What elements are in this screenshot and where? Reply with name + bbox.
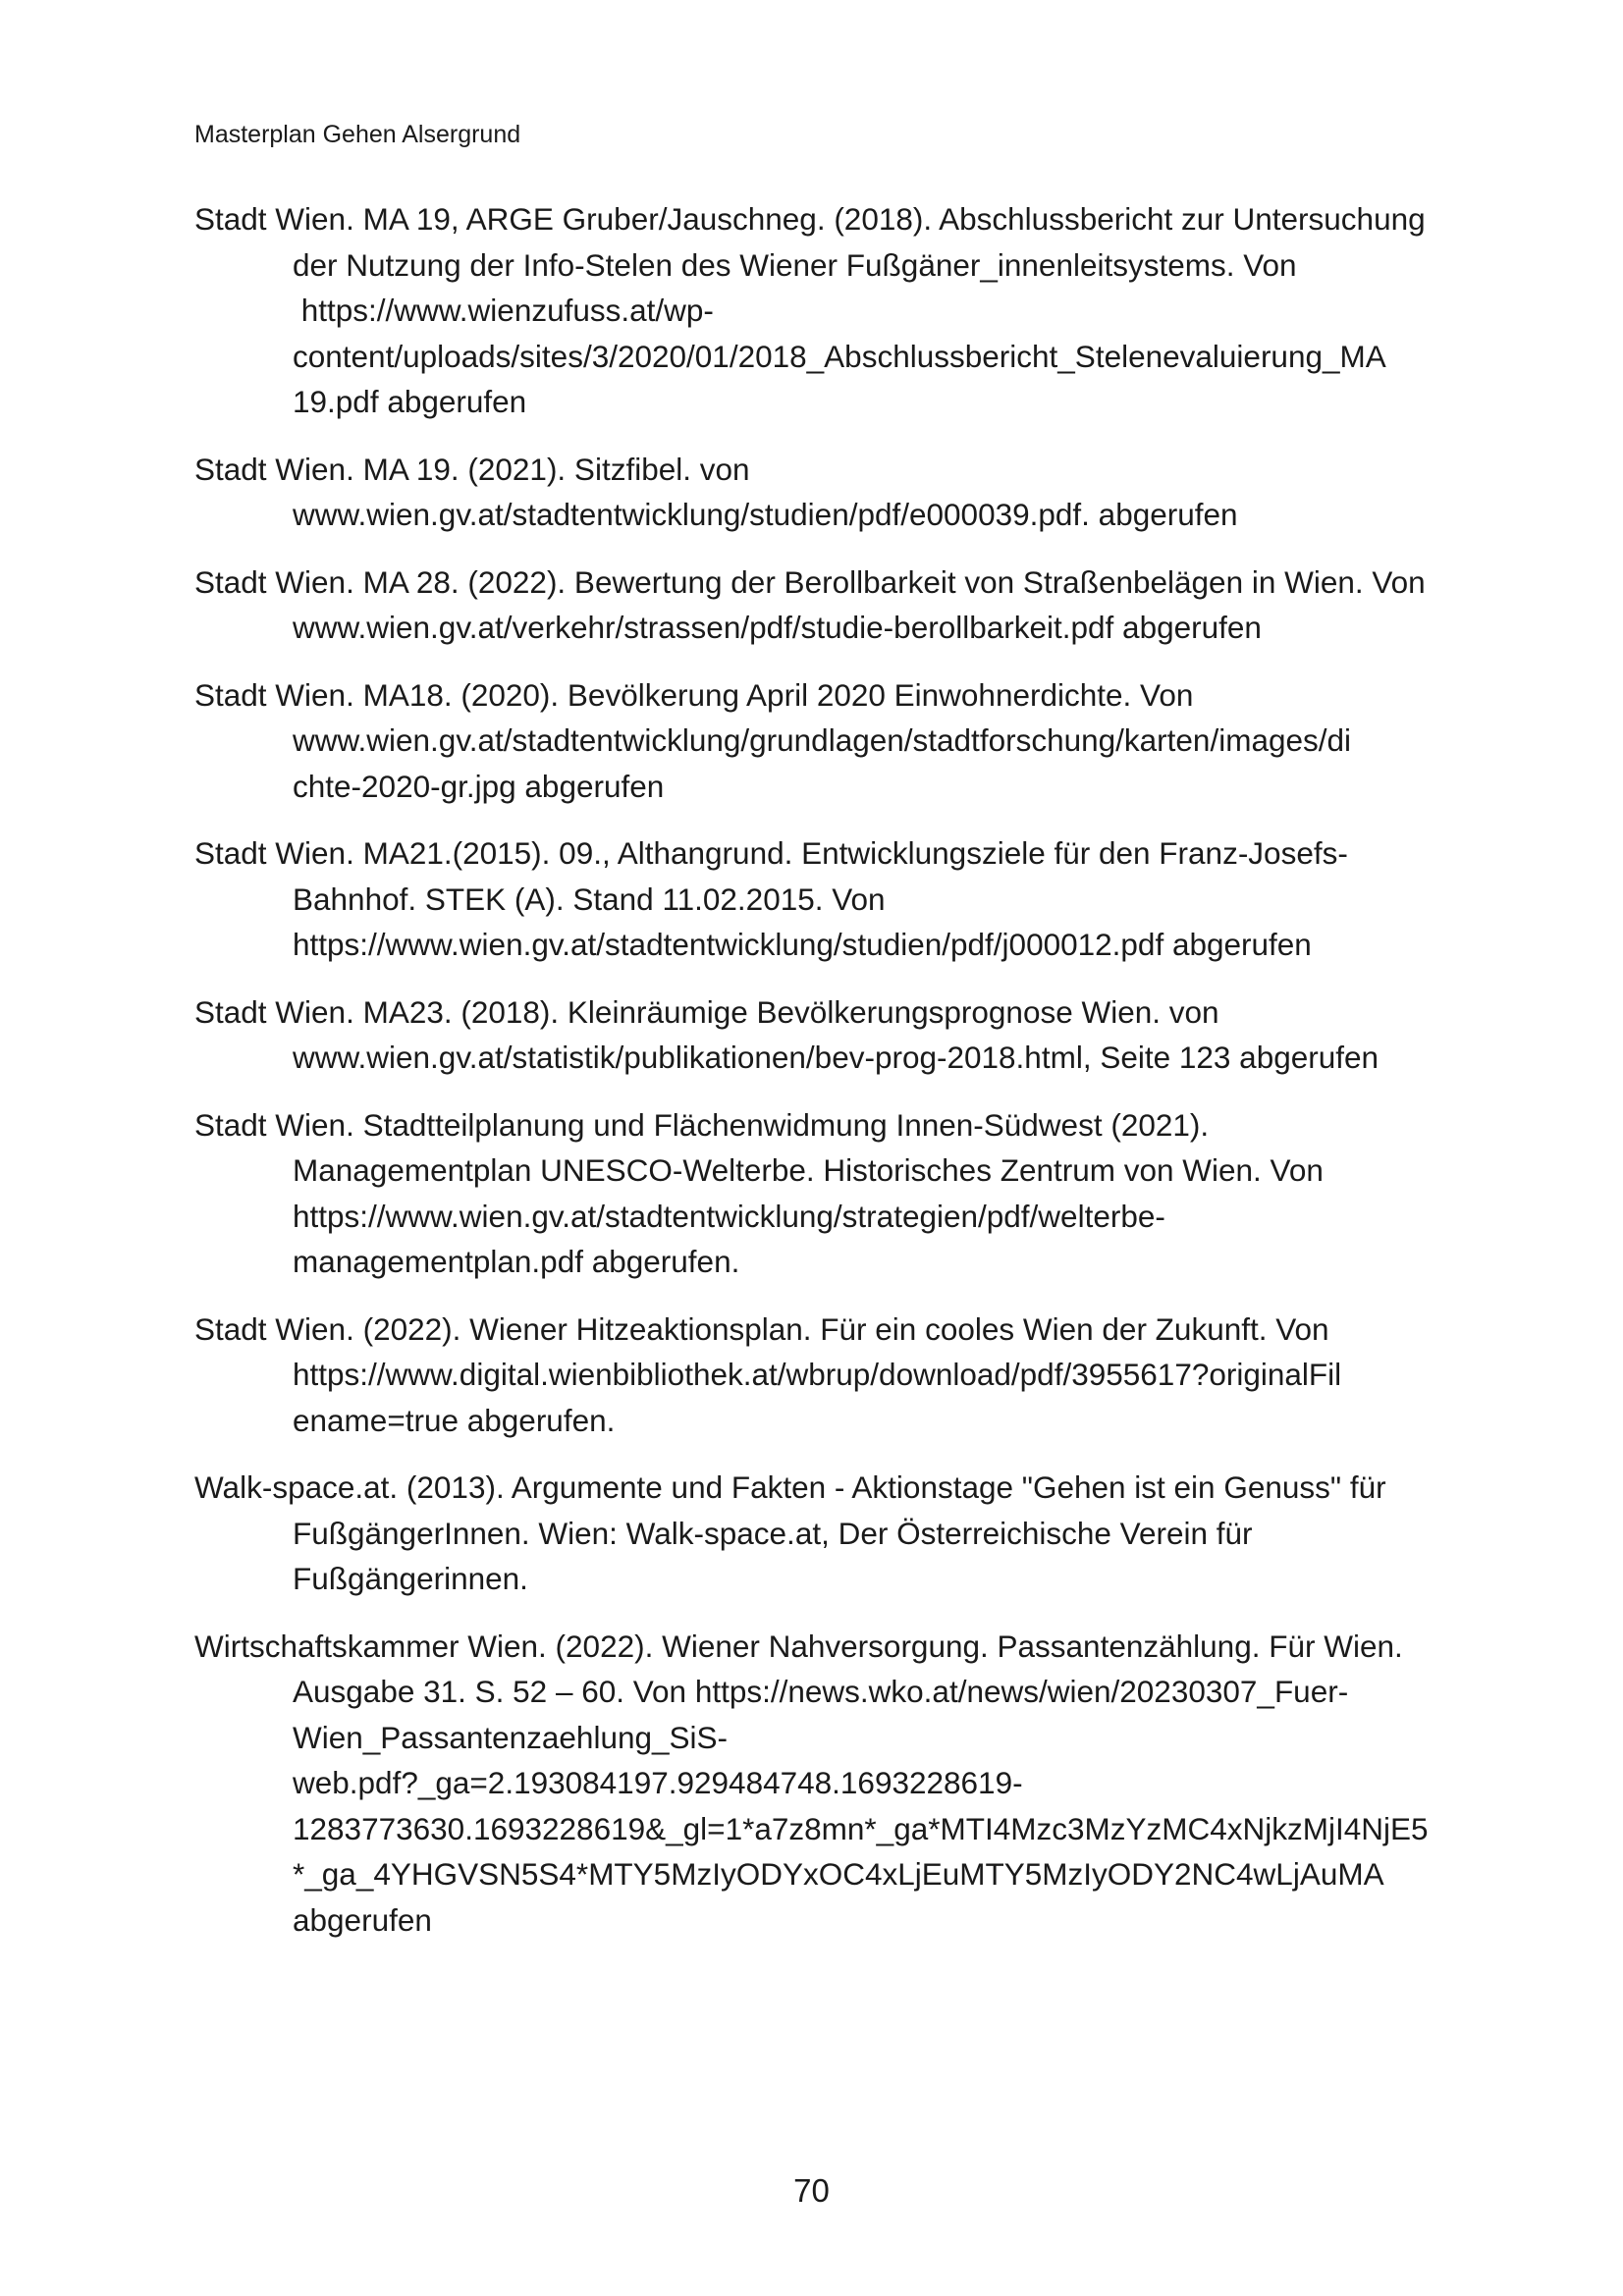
reference-link: https://www.wienzufuss.at/wp- — [293, 293, 714, 328]
reference-line: 19.pdf abgerufen — [293, 384, 527, 419]
reference-line: Stadt Wien. MA23. (2018). Kleinräumige Bevölkerungsprognose Wien. von — [194, 993, 1219, 1030]
reference-link: https://www.wien.gv.at/stadtentwicklung/studien/pdf/j000012.pdf abgerufen — [293, 927, 1312, 962]
reference-link: web.pdf?_ga=2.193084197.929484748.1693228619- — [293, 1765, 1023, 1800]
reference-line: Stadt Wien. MA 19, ARGE Gruber/Jauschneg. (2018). Abschlussbericht zur Untersuchung — [194, 201, 1426, 237]
reference-line: Walk-space.at. (2013). Argumente und Fakten - Aktionstage "Gehen ist ein Genuss" für — [194, 1469, 1386, 1505]
reference-link: www.wien.gv.at/stadtentwicklung/studien/pdf/e000039.pdf. abgerufen — [293, 497, 1238, 532]
reference-link: *_ga_4YHGVSN5S4*MTY5MzIyODYxOC4xLjEuMTY5MzIyODY2NC4wLjAuMA — [293, 1856, 1384, 1892]
reference-link: content/uploads/sites/3/2020/01/2018_Abschlussbericht_Stelenevaluierung_MA — [293, 338, 1386, 374]
reference-link: https://www.wien.gv.at/stadtentwicklung/strategien/pdf/welterbe- — [293, 1198, 1165, 1234]
reference-list — [194, 196, 1446, 1964]
reference-entry — [194, 447, 1446, 538]
reference-line: Stadt Wien. Stadtteilplanung und Flächenwidmung Innen-Südwest (2021). — [194, 1106, 1210, 1143]
reference-entry — [194, 1102, 1446, 1285]
reference-line: Wirtschaftskammer Wien. (2022). Wiener Nahversorgung. Passantenzählung. Für Wien. — [194, 1628, 1403, 1664]
page-number: 70 — [793, 2172, 830, 2209]
reference-line: Fußgängerinnen. — [293, 1561, 528, 1596]
reference-entry — [194, 672, 1446, 810]
reference-link: Ausgabe 31. S. 52 – 60. Von https://news.wko.at/news/wien/20230307_Fuer- — [293, 1674, 1349, 1709]
reference-link: https://www.digital.wienbibliothek.at/wbrup/download/pdf/3955617?originalFil — [293, 1357, 1342, 1392]
reference-link: 1283773630.1693228619&_gl=1*a7z8mn*_ga*MTI4Mzc3MzYzMC4xNjkzMjI4NjE5 — [293, 1810, 1429, 1846]
reference-line: Stadt Wien. MA21.(2015). 09., Althangrund. Entwicklungsziele für den Franz-Josefs- — [194, 835, 1348, 871]
reference-line: chte-2020-gr.jpg abgerufen — [293, 768, 665, 804]
reference-line: Bahnhof. STEK (A). Stand 11.02.2015. Von — [293, 881, 886, 917]
reference-link: www.wien.gv.at/stadtentwicklung/grundlagen/stadtforschung/karten/images/di — [293, 722, 1352, 758]
reference-entry — [194, 1307, 1446, 1444]
reference-line: managementplan.pdf abgerufen. — [293, 1244, 740, 1279]
reference-link: www.wien.gv.at/verkehr/strassen/pdf/studie-berollbarkeit.pdf abgerufen — [293, 610, 1262, 645]
reference-entry — [194, 989, 1446, 1081]
reference-line: Stadt Wien. MA18. (2020). Bevölkerung April 2020 Einwohnerdichte. Von — [194, 676, 1194, 713]
reference-line: abgerufen — [293, 1901, 432, 1938]
running-header: Masterplan Gehen Alsergrund — [194, 121, 521, 148]
reference-line: der Nutzung der Info-Stelen des Wiener Fußgäner_innenleitsystems. Von — [293, 246, 1297, 283]
reference-line: ename=true abgerufen. — [293, 1402, 616, 1438]
reference-entry — [194, 1624, 1446, 1944]
reference-entry — [194, 830, 1446, 968]
reference-link: Wien_Passantenzaehlung_SiS- — [293, 1719, 729, 1755]
reference-line: Stadt Wien. MA 19. (2021). Sitzfibel. von — [194, 451, 750, 487]
reference-entry — [194, 1465, 1446, 1602]
reference-entry — [194, 196, 1446, 425]
reference-line: Managementplan UNESCO-Welterbe. Historisches Zentrum von Wien. Von — [293, 1152, 1324, 1188]
reference-line: Stadt Wien. (2022). Wiener Hitzeaktionsplan. Für ein cooles Wien der Zukunft. Von — [194, 1310, 1329, 1347]
reference-line: Stadt Wien. MA 28. (2022). Bewertung der Berollbarkeit von Straßenbelägen in Wien. Von — [194, 563, 1426, 600]
reference-line: FußgängerInnen. Wien: Walk-space.at, Der Österreichische Verein für — [293, 1515, 1253, 1551]
reference-entry — [194, 560, 1446, 651]
reference-link: www.wien.gv.at/statistik/publikationen/bev-prog-2018.html, Seite 123 abgerufen — [293, 1040, 1380, 1075]
